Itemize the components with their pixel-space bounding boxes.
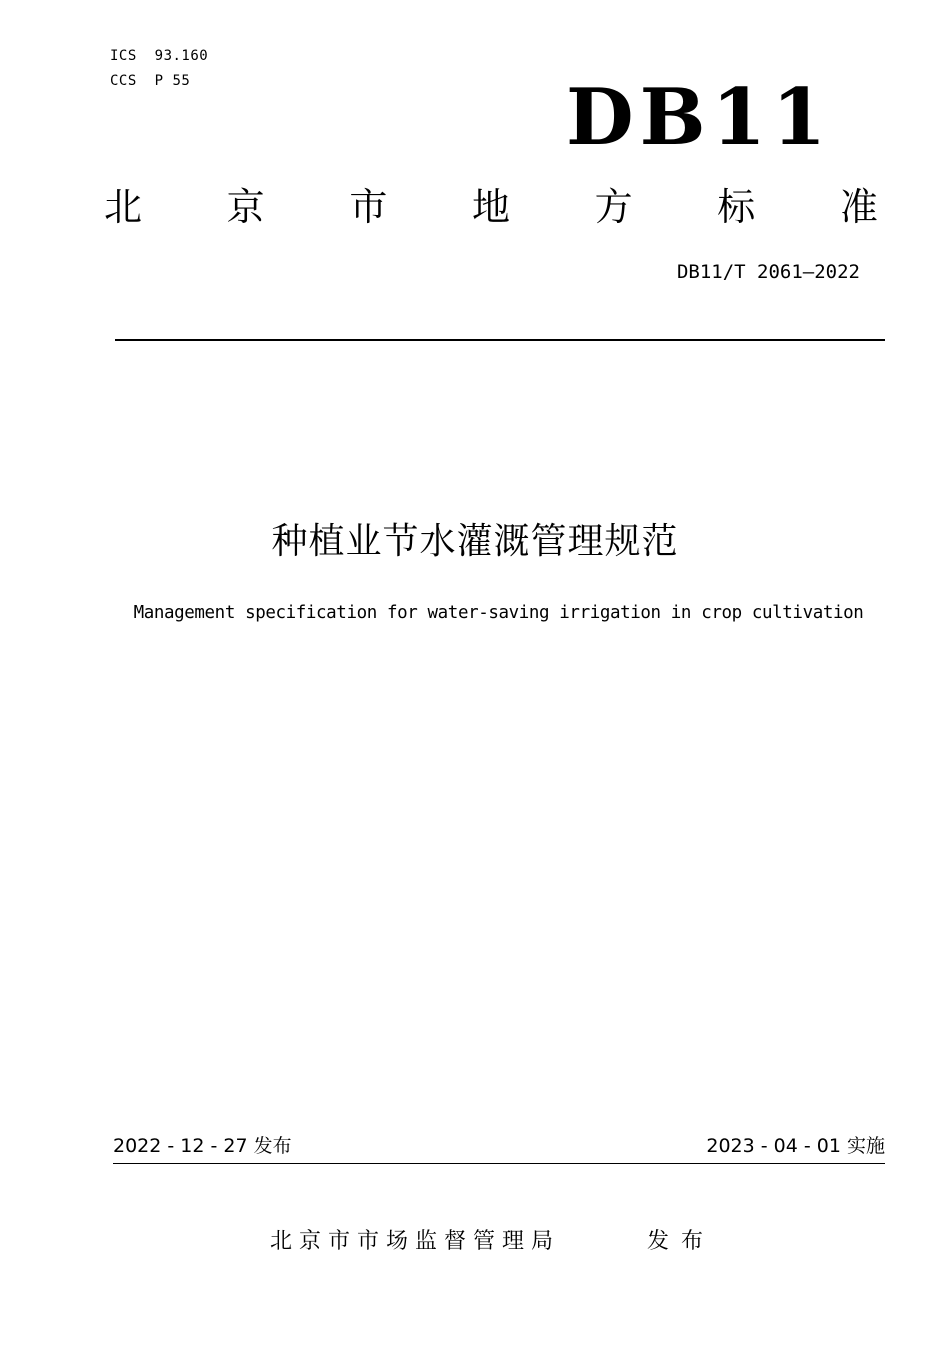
title-english: Management specification for water-saving irrigation in crop cultivation [133, 603, 864, 623]
standard-number: DB11/T 2061—2022 [676, 261, 860, 283]
issue-date: 2022 - 12 - 27 发布 [113, 1135, 292, 1157]
header-divider [115, 339, 885, 341]
publish-label: 发布 [647, 1229, 716, 1254]
standard-type-char: 准 [839, 185, 878, 229]
ccs-code: CCS P 55 [110, 73, 191, 89]
standard-type-char: 标 [717, 185, 756, 229]
standard-type-char: 京 [226, 185, 265, 229]
standard-type-heading [104, 184, 878, 230]
standard-type-char: 市 [349, 185, 388, 229]
standard-type-char: 地 [471, 185, 510, 229]
footer-divider [113, 1163, 885, 1164]
db11-logo: DB11 [566, 72, 833, 163]
implementation-date: 2023 - 04 - 01 实施 [706, 1135, 885, 1157]
standard-type-char: 北 [104, 185, 143, 229]
ics-code: ICS 93.160 [110, 48, 209, 64]
standard-type-char: 方 [594, 185, 633, 229]
publisher-name: 北京市市场监督管理局 [270, 1229, 561, 1254]
title-chinese: 种植业节水灌溉管理规范 [271, 521, 679, 562]
